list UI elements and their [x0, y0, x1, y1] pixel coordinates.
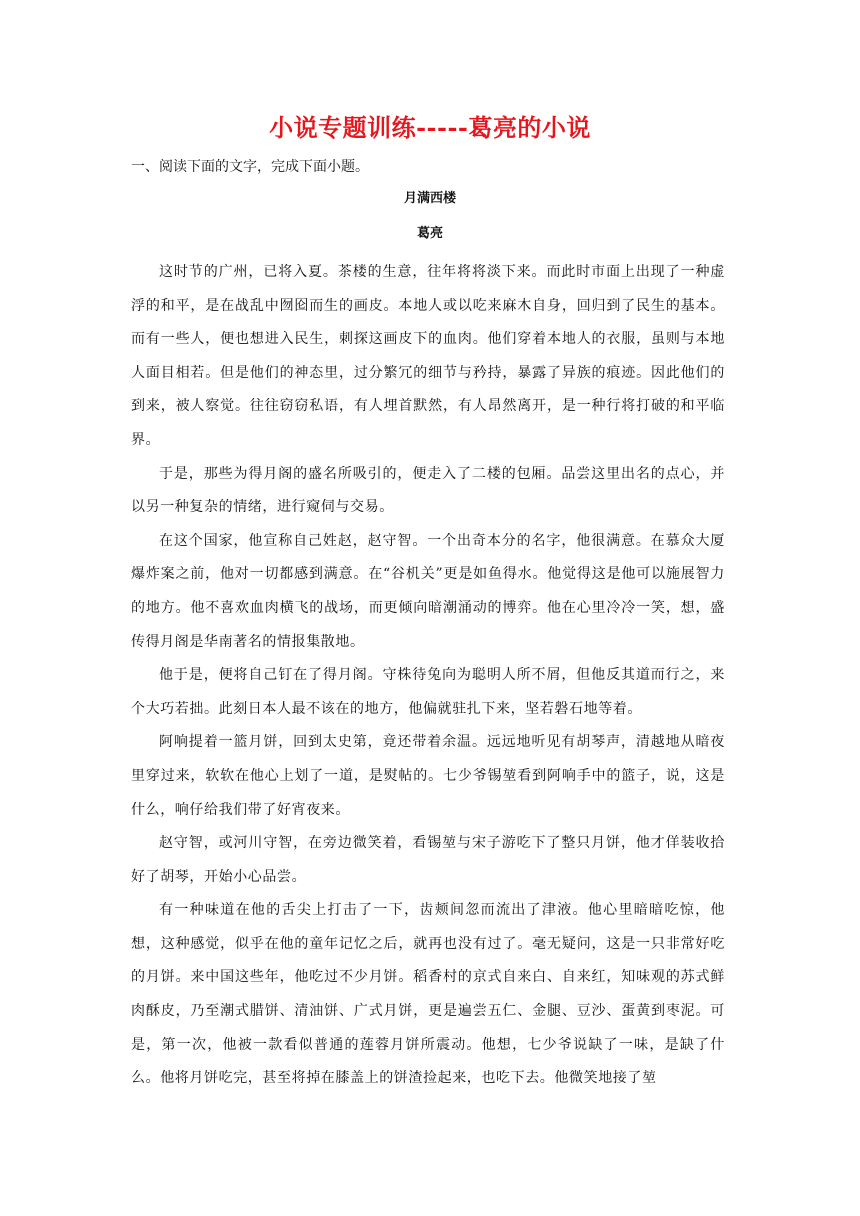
story-paragraph: 他于是，便将自己钉在了得月阁。守株待兔向为聪明人所不屑，但他反其道而行之，来个大巧若拙。此刻日本人最不该在的地方，他偏就驻扎下来，坚若磐石地等着。 [131, 667, 725, 717]
story-body [131, 256, 725, 1096]
story-paragraph: 有一种味道在他的舌尖上打击了一下，齿颊间忽而流出了津液。他心里暗暗吃惊，他想，这种感觉，似乎在他的童年记忆之后，就再也没有过了。毫无疑问，这是一只非常好吃的月饼。来中国这些年，他吃过不少月饼。稻香村的京式自来白、自来红，知味观的苏式鲜肉酥皮，乃至潮式腊饼、清油饼、广式月饼，更是遍尝五仁、金腿、豆沙、蛋黄到枣泥。可是，第一次，他被一款看似普通的莲蓉月饼所震动。他想，七少爷说缺了一味，是缺了什么。他将月饼吃完，甚至将掉在膝盖上的饼渣捡起来，也吃下去。他微笑地接了堃 [131, 902, 725, 1087]
story-paragraph: 赵守智，或河川守智，在旁边微笑着，看锡堃与宋子游吃下了整只月饼，他才佯装收拾好了胡琴，开始小心品尝。 [131, 835, 725, 885]
story-paragraph: 在这个国家，他宣称自己姓赵，赵守智。一个出奇本分的名字，他很满意。在慕众大厦爆炸案之前，他对一切都感到满意。在“谷机关”更是如鱼得水。他觉得这是他可以施展智力的地方。他不喜欢血肉横飞的战场，而更倾向暗潮涌动的博弈。他在心里冷冷一笑，想，盛传得月阁是华南著名的情报集散地。 [131, 532, 725, 650]
story-paragraph: 阿响提着一篮月饼，回到太史第，竟还带着余温。远远地听见有胡琴声，清越地从暗夜里穿过来，软软在他心上划了一道，是熨帖的。七少爷锡堃看到阿响手中的篮子，说，这是什么，响仔给我们带了好宵夜来。 [131, 734, 725, 818]
story-title: 月满西楼 [403, 191, 456, 206]
story-author: 葛亮 [416, 226, 443, 241]
question-heading: 一、阅读下面的文字，完成下面小题。 [131, 159, 369, 175]
story-paragraph: 于是，那些为得月阁的盛名所吸引的，便走入了二楼的包厢。品尝这里出名的点心，并以另一种复杂的情绪，进行窥伺与交易。 [131, 465, 725, 516]
story-paragraph: 这时节的广州，已将入夏。茶楼的生意，往年将将淡下来。而此时市面上出现了一种虚浮的和平，是在战乱中囫囵而生的画皮。本地人或以吃来麻木自身，回归到了民生的基本。而有一些人，便也想进入民生，刺探这画皮下的血肉。他们穿着本地人的衣服，虽则与本地人面目相若。但是他们的神态里，过分繁冗的细节与矜持，暴露了异族的痕迹。因此他们的到来，被人察觉。往往窃窃私语，有人埋首默然，有人昂然离开，是一种行将打破的和平临界。 [131, 264, 725, 448]
document-title: 小说专题训练-----葛亮的小说 [269, 113, 591, 142]
